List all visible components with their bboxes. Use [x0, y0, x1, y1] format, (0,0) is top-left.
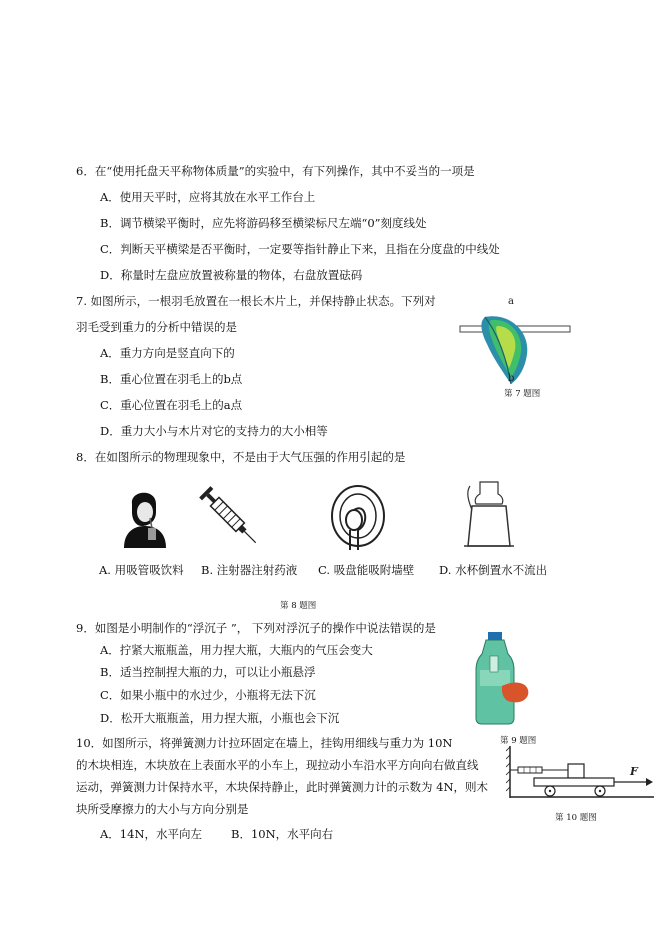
- q10-option-b: B．10N，水平向右: [231, 827, 334, 841]
- q8-option-d: D. 水杯倒置水不流出: [439, 563, 548, 577]
- syringe-figure: [200, 484, 262, 552]
- q9-stem: 9．如图是小明制作的“浮沉子 ”， 下列对浮沉子的操作中说法错误的是: [76, 621, 436, 635]
- q6-option-a: A．使用天平时，应将其放在水平工作台上: [100, 190, 316, 204]
- q7-option-c: C．重心位置在羽毛上的a点: [100, 398, 243, 412]
- q10-stem-line1: 10．如图所示，将弹簧测力计拉环固定在墙上，挂钩用细线与重力为 10N: [76, 736, 453, 750]
- q9-option-d: D．松开大瓶瓶盖，用力捏大瓶，小瓶也会下沉: [100, 711, 340, 725]
- diver-bottle-figure: [472, 630, 532, 724]
- suction-cup-figure: [330, 484, 386, 554]
- q7-option-a: A．重力方向是竖直向下的: [100, 346, 235, 360]
- q10-option-a: A．14N，水平向左: [100, 827, 202, 841]
- q9-option-a: A．拧紧大瓶瓶盖，用力捏大瓶，大瓶内的气压会变大: [100, 643, 373, 657]
- q8-figure-caption: 第 8 题图: [280, 601, 317, 611]
- q9-option-c: C．如果小瓶中的水过少，小瓶将无法下沉: [100, 688, 316, 702]
- q6-stem: 6．在“使用托盘天平称物体质量”的实验中，有下列操作，其中不妥当的一项是: [76, 164, 475, 178]
- feather-figure: [455, 292, 575, 402]
- cart-body: [534, 778, 614, 786]
- inverted-cup-figure: [464, 480, 514, 552]
- point-a-label: a: [508, 296, 514, 307]
- q10-stem-line4: 块所受摩擦力的大小与方向分别是: [76, 802, 249, 816]
- q7-option-b: B．重心位置在羽毛上的b点: [100, 372, 243, 386]
- q8-option-b: B. 注射器注射药液: [201, 563, 298, 577]
- q6-option-c: C．判断天平横梁是否平衡时，一定要等指针静止下来，且指在分度盘的中线处: [100, 242, 500, 256]
- q10-figure-caption: 第 10 题图: [555, 813, 597, 823]
- q7-stem-line1: 7. 如图所示，一根羽毛放置在一根长木片上，并保持静止状态。下列对: [76, 294, 436, 308]
- wooden-block: [568, 764, 584, 778]
- q8-stem: 8．在如图所示的物理现象中，不是由于大气压强的作用引起的是: [76, 450, 406, 464]
- q6-option-b: B．调节横梁平衡时，应先将游码移至横梁标尺左端“0”刻度线处: [100, 216, 427, 230]
- q6-option-d: D．称量时左盘应放置被称量的物体，右盘放置砝码: [100, 268, 363, 282]
- force-label: F: [630, 765, 638, 778]
- cart-figure: [506, 746, 656, 802]
- q8-option-a: A. 用吸管吸饮料: [99, 563, 184, 577]
- q10-stem-line3: 运动，弹簧测力计保持水平，木块保持静止，此时弹簧测力计的示数为 4N，则木: [76, 780, 489, 794]
- drinking-straw-figure: [118, 484, 168, 548]
- q9-option-b: B．适当控制捏大瓶的力，可以让小瓶悬浮: [100, 665, 316, 679]
- q9-figure-caption: 第 9 题图: [500, 736, 537, 746]
- point-b-label: b: [508, 373, 515, 384]
- q7-option-d: D．重力大小与木片对它的支持力的大小相等: [100, 424, 328, 438]
- q7-figure-caption: 第 7 题图: [504, 389, 541, 399]
- q7-stem-line2: 羽毛受到重力的分析中错误的是: [76, 320, 237, 334]
- q8-option-c: C. 吸盘能吸附墙壁: [318, 563, 415, 577]
- q10-stem-line2: 的木块相连，木块放在上表面水平的小车上，现拉动小车沿水平方向向右做直线: [76, 758, 479, 772]
